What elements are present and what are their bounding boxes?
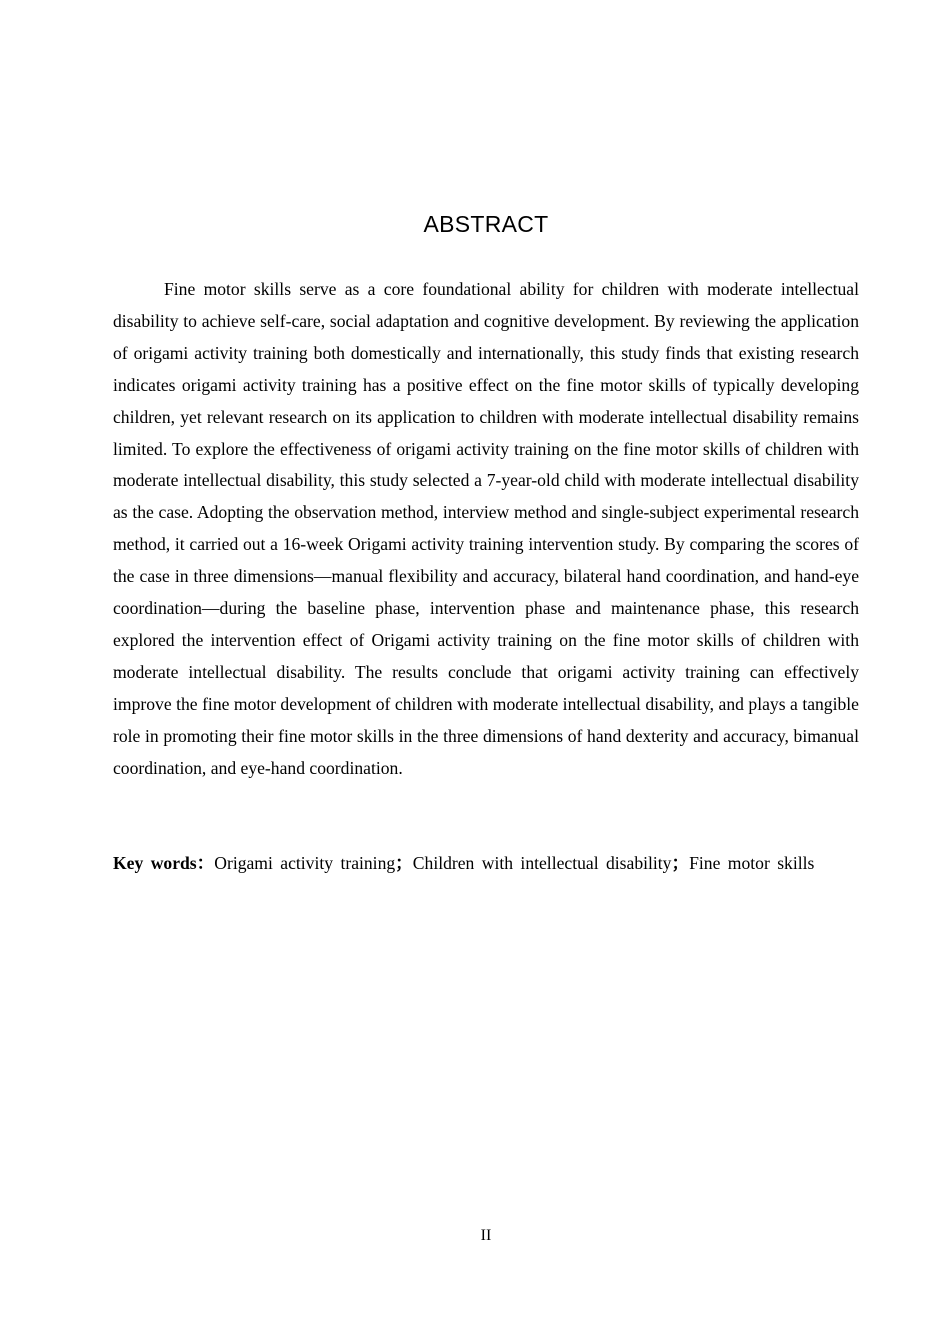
- keywords-separator: ；: [395, 853, 413, 873]
- keywords-line: [113, 848, 859, 880]
- keyword-item: Origami activity training: [214, 853, 396, 873]
- keywords-separator: ；: [671, 853, 690, 873]
- abstract-body: Fine motor skills serve as a core foundational ability for children with moderate intellectual disability to achieve self-care, social adaptation and cognitive development. By reviewing the application of origami activity training both domestically and internationally, this study finds that existing research indicates origami activity training has a positive effect on the fine motor skills of typically developing children, yet relevant research on its application to children with moderate intellectual disability remains limited. To explore the effectiveness of origami activity training on the fine motor skills of children with moderate intellectual disability, this study selected a 7-year-old child with moderate intellectual disability as the case. Adopting the observation method, interview method and single-subject experimental research method, it carried out a 16-week Origami activity training intervention study. By comparing the scores of the case in three dimensions—manual flexibility and accuracy, bilateral hand coordination, and hand-eye coordination—during the baseline phase, intervention phase and maintenance phase, this research explored the intervention effect of Origami activity training on the fine motor skills of children with moderate intellectual disability. The results conclude that origami activity training can effectively improve the fine motor development of children with moderate intellectual disability, and plays a tangible role in promoting their fine motor skills in the three dimensions of hand dexterity and accuracy, bimanual coordination, and eye-hand coordination.: [113, 279, 859, 778]
- keywords-label: Key words: [113, 853, 197, 873]
- page-number: II: [480, 1227, 492, 1244]
- keywords-colon: ：: [196, 853, 215, 873]
- abstract-title: ABSTRACT: [423, 211, 549, 237]
- keyword-item: Fine motor skills: [689, 853, 815, 873]
- keyword-item: Children with intellectual disability: [412, 853, 672, 873]
